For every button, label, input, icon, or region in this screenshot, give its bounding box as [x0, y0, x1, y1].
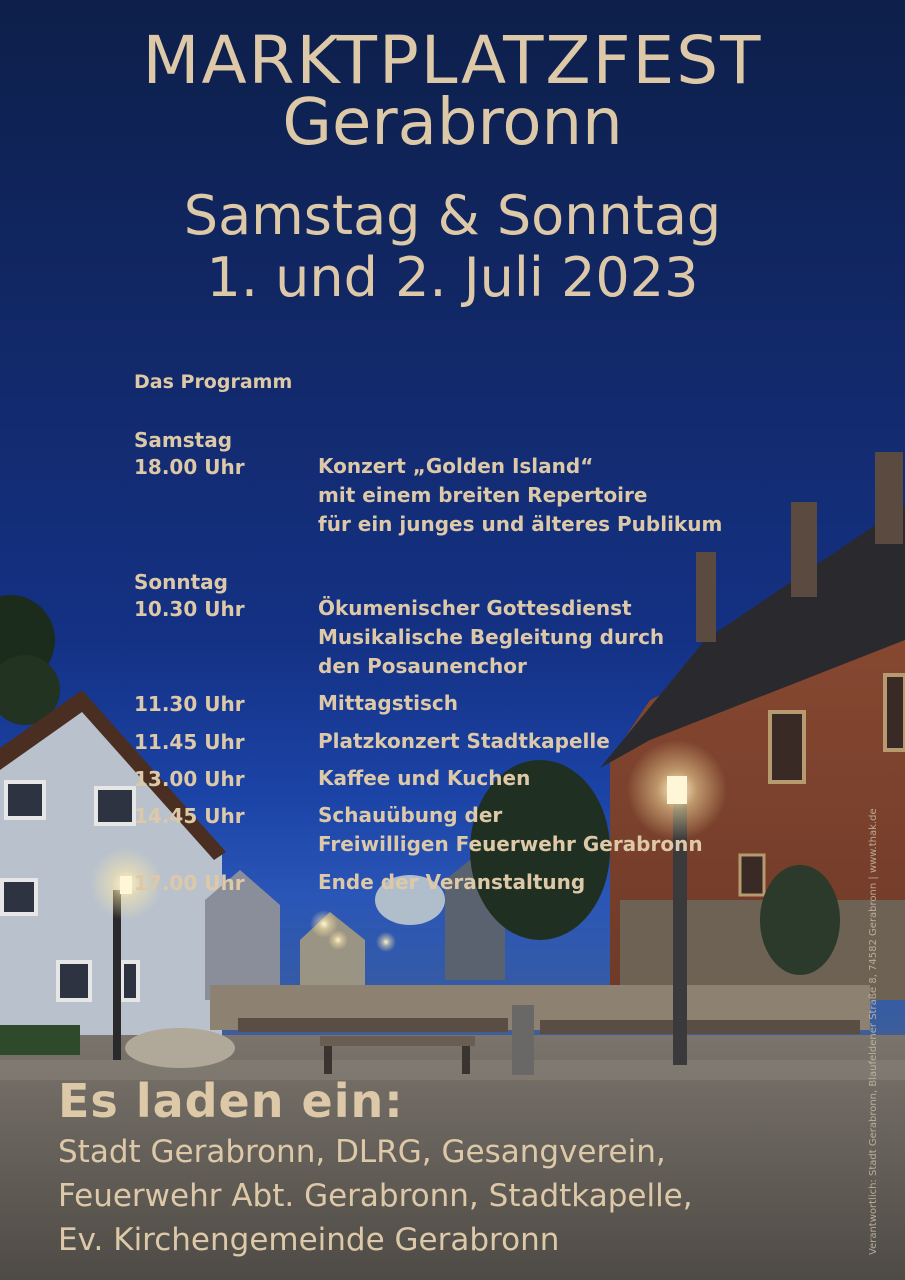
- event-line: Freiwilligen Feuerwehr Gerabronn: [318, 832, 703, 856]
- event-time: 11.30 Uhr: [134, 692, 245, 716]
- event-line: Schauübung der: [318, 803, 503, 827]
- event-line: Musikalische Begleitung durch: [318, 625, 665, 649]
- event-time: 17.00 Uhr: [134, 871, 245, 895]
- invite-heading: Es laden ein:: [58, 1074, 404, 1128]
- event-description: [318, 764, 530, 793]
- event-time: 14.45 Uhr: [134, 804, 245, 828]
- event-days: Samstag & Sonntag: [183, 184, 722, 247]
- event-description: [318, 801, 703, 859]
- event-line: Kaffee und Kuchen: [318, 766, 531, 790]
- event-line: Ökumenischer Gottesdienst: [318, 596, 632, 620]
- hedge: [0, 1025, 80, 1055]
- event-line: den Posaunenchor: [318, 654, 527, 678]
- invite-line: Stadt Gerabronn, DLRG, Gesangverein,: [58, 1134, 666, 1170]
- event-line: mit einem breiten Repertoire: [318, 483, 648, 507]
- program-heading: Das Programm: [134, 371, 293, 393]
- event-line: Platzkonzert Stadtkapelle: [318, 729, 610, 753]
- event-line: Konzert „Golden Island“: [318, 454, 594, 478]
- event-line: für ein junges und älteres Publikum: [318, 512, 723, 536]
- event-description: [318, 594, 664, 681]
- event-time: 13.00 Uhr: [134, 767, 245, 791]
- event-location: Gerabronn: [282, 86, 623, 160]
- tree-left: [0, 595, 60, 725]
- invite-line: Ev. Kirchengemeinde Gerabronn: [58, 1222, 560, 1258]
- day-saturday: Samstag: [134, 428, 233, 452]
- bollard: [512, 1005, 534, 1075]
- event-description: [318, 727, 610, 756]
- stone-block: [125, 1028, 235, 1068]
- event-description: [318, 868, 585, 897]
- event-time: 18.00 Uhr: [134, 455, 245, 479]
- event-line: Mittagstisch: [318, 691, 459, 715]
- invite-line: Feuerwehr Abt. Gerabronn, Stadtkapelle,: [58, 1178, 693, 1214]
- event-line: Ende der Veranstaltung: [318, 870, 586, 894]
- credit-line: Verantwortlich: Stadt Gerabronn, Blaufeldener Straße 8, 74582 Gerabronn | www.thak.de: [868, 808, 879, 1255]
- event-time: 10.30 Uhr: [134, 597, 245, 621]
- event-description: [318, 452, 722, 539]
- event-time: 11.45 Uhr: [134, 730, 245, 754]
- event-description: [318, 689, 458, 718]
- event-date: 1. und 2. Juli 2023: [206, 246, 699, 309]
- event-title: MARKTPLATZFEST: [142, 22, 763, 99]
- day-sunday: Sonntag: [134, 570, 228, 594]
